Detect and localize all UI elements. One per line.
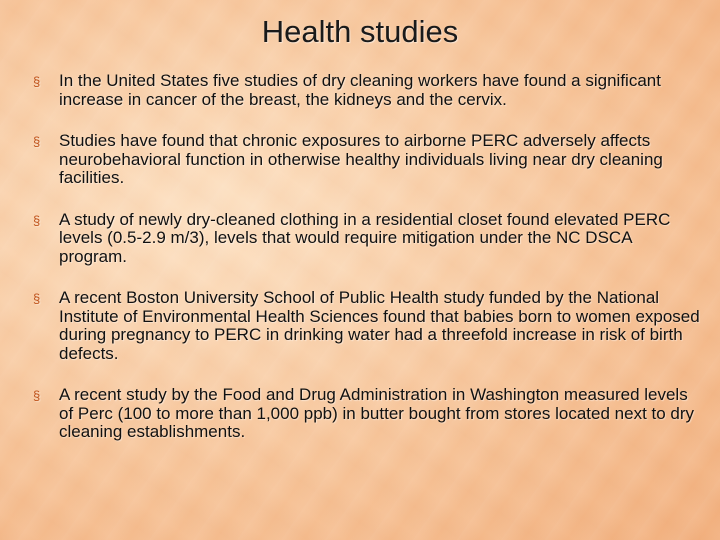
list-item bbox=[32, 132, 700, 188]
list-item bbox=[32, 289, 700, 363]
section-sign-bullet-icon: § bbox=[33, 212, 41, 228]
bullet-text: A recent study by the Food and Drug Administration in Washington measured levels of Perc (100 to more than 1,000 ppb) in butter bought from stores located next to dry cleaning establishments. bbox=[59, 385, 695, 441]
bullet-text: Studies have found that chronic exposures to airborne PERC adversely affects neurobehavioral function in otherwise healthy individuals living near dry cleaning facilities. bbox=[59, 131, 663, 187]
bullet-text: A recent Boston University School of Public Health study funded by the National Institute of Environmental Health Sciences found that babies born to women exposed during pregnancy to PERC in drinking water had a threefold increase in risk of birth defects. bbox=[59, 288, 700, 363]
slide-title: Health studies bbox=[261, 14, 459, 49]
section-sign-bullet-icon: § bbox=[33, 134, 41, 149]
section-sign-bullet-icon: § bbox=[33, 291, 41, 306]
bullet-list bbox=[32, 72, 700, 465]
bullet-text: In the United States five studies of dry cleaning workers have found a significant increase in cancer of the breast, the kidneys and the cervix. bbox=[59, 71, 661, 109]
list-item bbox=[32, 386, 700, 442]
list-item bbox=[32, 72, 700, 109]
section-sign-bullet-icon: § bbox=[33, 74, 41, 89]
section-sign-bullet-icon: § bbox=[33, 388, 41, 403]
bullet-text: A study of newly dry-cleaned clothing in a residential closet found elevated PERC levels (0.5-2.9 m/3), levels that would require mitigation under the NC DSCA program. bbox=[59, 209, 671, 266]
list-item bbox=[32, 211, 700, 267]
